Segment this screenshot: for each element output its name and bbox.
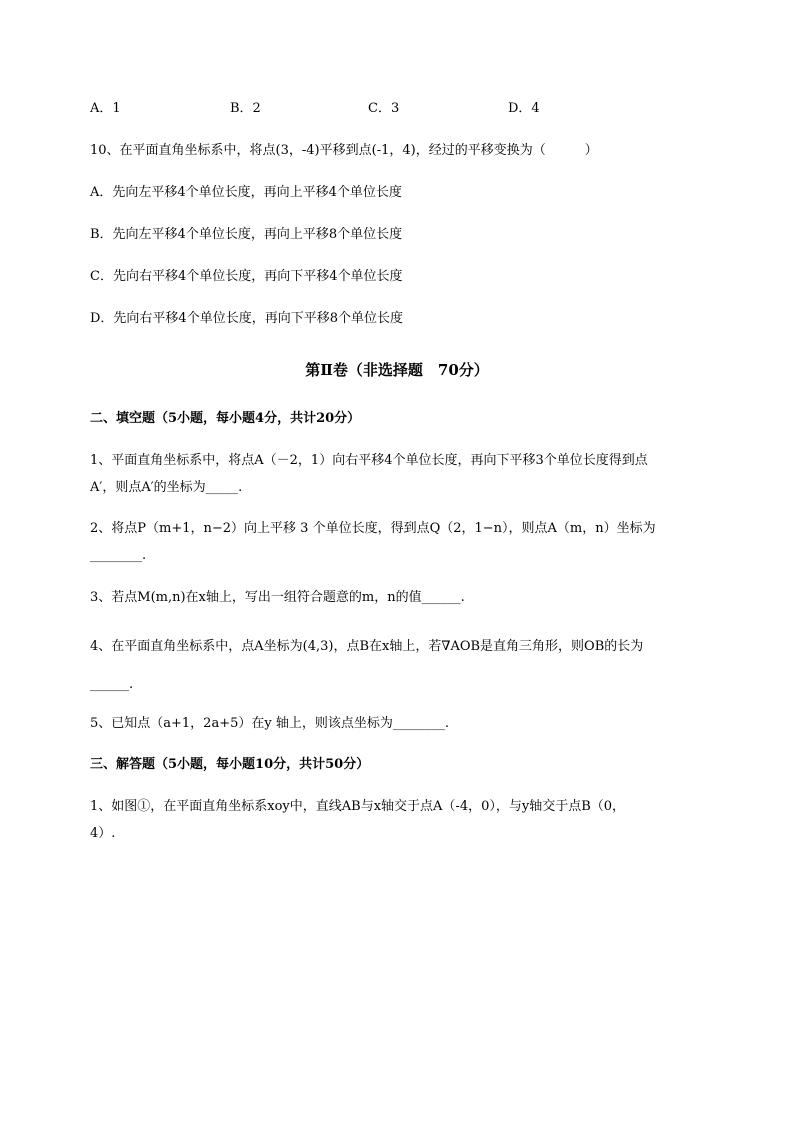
q9-choice-a[interactable]: A．1 xyxy=(90,101,121,116)
q10-option-b[interactable]: B．先向左平移4个单位长度，再向上平移8个单位长度 xyxy=(90,227,403,242)
fill-section-title: 二、填空题（5小题，每小题4分，共计20分） xyxy=(90,411,361,426)
fill-q3: 3、若点M(m,n)在x轴上，写出一组符合题意的m，n的值______. xyxy=(90,590,465,605)
solve-q1-line1: 1、如图①，在平面直角坐标系xoy中，直线AB与x轴交于点A（-4，0），与y轴交于点B（0， xyxy=(90,799,626,814)
solve-q1-line2: 4）. xyxy=(90,826,116,841)
q9-choice-c[interactable]: C．3 xyxy=(368,101,400,116)
q10-option-a[interactable]: A．先向左平移4个单位长度，再向上平移4个单位长度 xyxy=(90,185,402,200)
fill-q1-line2: A′，则点A′的坐标为_____. xyxy=(90,480,243,495)
q9-choice-b[interactable]: B．2 xyxy=(230,101,261,116)
q10-option-c[interactable]: C．先向右平移4个单位长度，再向下平移4个单位长度 xyxy=(90,269,403,284)
q10-stem: 10、在平面直角坐标系中，将点(3，-4)平移到点(-1，4)，经过的平移变换为（ ） xyxy=(90,143,598,158)
part-two-title: 第Ⅱ卷（非选择题 70分） xyxy=(305,361,489,379)
fill-q1-line1: 1、平面直角坐标系中，将点A（－2，1）向右平移4个单位长度，再向下平移3个单位长度得到点 xyxy=(90,453,648,468)
q9-choices xyxy=(90,100,730,118)
q9-choice-d[interactable]: D．4 xyxy=(508,101,540,116)
q10-option-d[interactable]: D．先向右平移4个单位长度，再向下平移8个单位长度 xyxy=(90,311,403,326)
fill-q5: 5、已知点（a+1，2a+5）在y 轴上，则该点坐标为________. xyxy=(90,716,449,731)
fill-q2-line1: 2、将点P（m+1，n−2）向上平移 3 个单位长度，得到点Q（2，1−n），则点A（m，n）坐标为 xyxy=(90,521,656,536)
solve-section-title: 三、解答题（5小题，每小题10分，共计50分） xyxy=(90,757,370,772)
fill-q4-line1: 4、在平面直角坐标系中，点A坐标为(4,3)，点B在x轴上，若∇AOB是直角三角形，则OB的长为 xyxy=(90,639,644,654)
fill-q4-line2: ______. xyxy=(90,677,134,692)
fill-q2-line2: ________. xyxy=(90,548,147,563)
